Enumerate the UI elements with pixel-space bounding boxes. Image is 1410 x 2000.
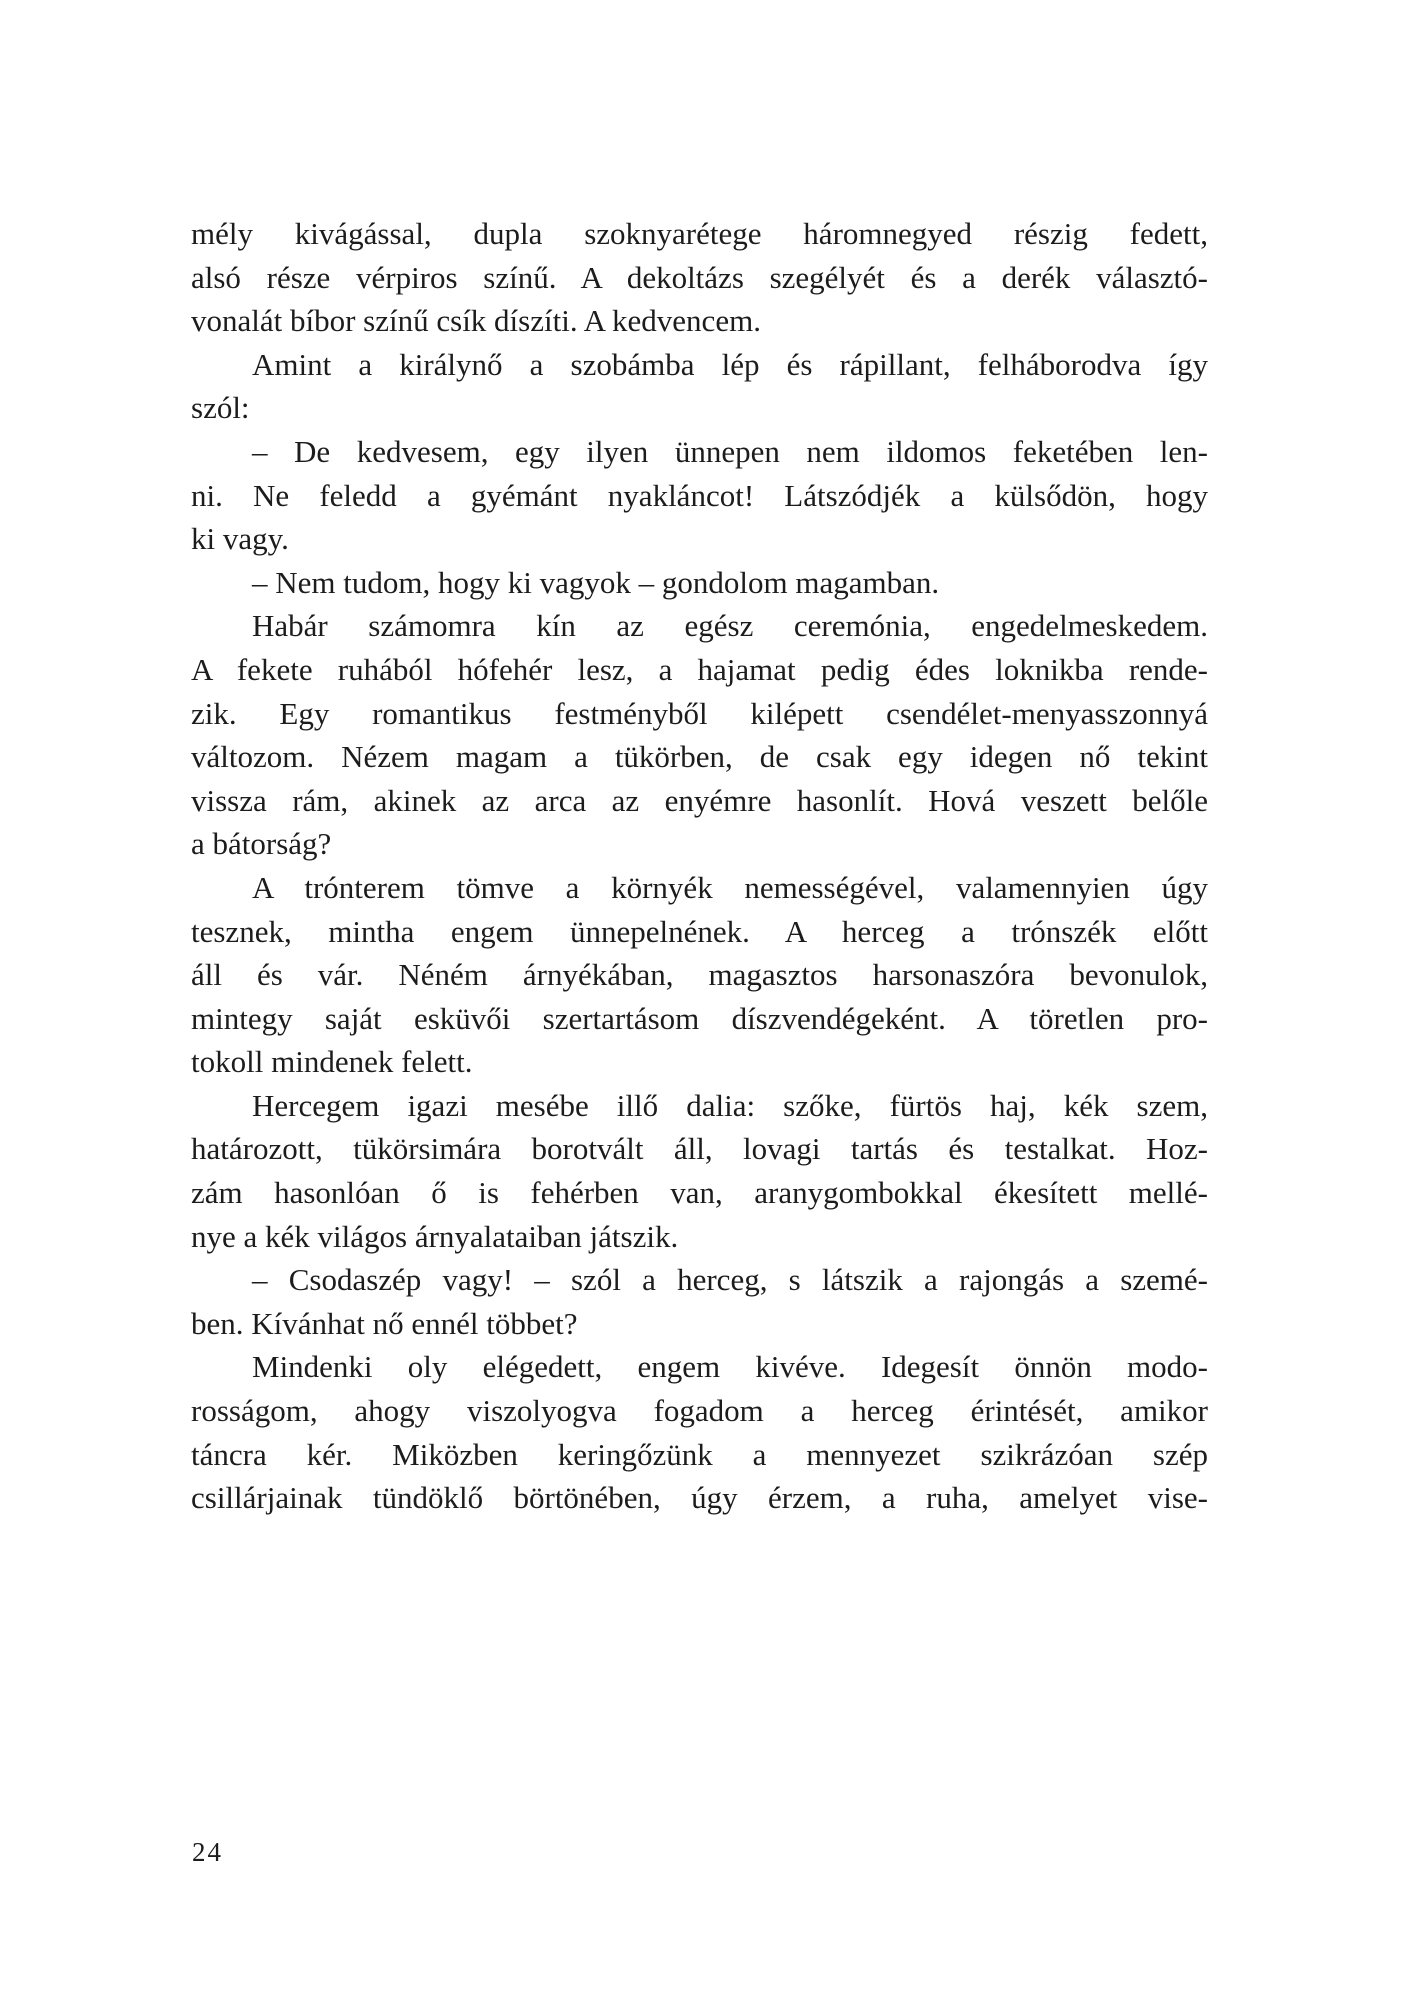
text-line: nye a kék világos árnyalataiban játszik. bbox=[191, 1218, 679, 1254]
text-line: A trónterem tömve a környék nemességével, valamennyien úgy bbox=[252, 869, 1208, 905]
text-line: változom. Nézem magam a tükörben, de csak egy idegen nő tekint bbox=[191, 739, 1208, 775]
text-line: táncra kér. Miközben keringőzünk a mennyezet szikrázóan szép bbox=[191, 1436, 1208, 1472]
text-line: ki vagy. bbox=[191, 521, 289, 557]
text-line: tokoll mindenek felett. bbox=[191, 1044, 473, 1080]
body-text bbox=[191, 212, 1208, 1520]
text-line: zik. Egy romantikus festményből kilépett csendélet-menyasszonnyá bbox=[191, 695, 1208, 731]
text-line: Habár számomra kín az egész ceremónia, engedelmeskedem. bbox=[252, 608, 1208, 644]
text-line: Hercegem igazi mesébe illő dalia: szőke, fürtös haj, kék szem, bbox=[252, 1087, 1208, 1123]
text-line: határozott, tükörsimára borotvált áll, lovagi tartás és testalkat. Hoz- bbox=[191, 1131, 1208, 1167]
text-line: vonalát bíbor színű csík díszíti. A kedvencem. bbox=[191, 303, 761, 339]
text-line: mély kivágással, dupla szoknyarétege háromnegyed részig fedett, bbox=[191, 216, 1208, 251]
text-line: tesznek, mintha engem ünnepelnének. A herceg a trónszék előtt bbox=[191, 913, 1208, 949]
text-line: ben. Kívánhat nő ennél többet? bbox=[191, 1305, 578, 1341]
page-number: 24 bbox=[192, 1837, 223, 1867]
text-line: alsó része vérpiros színű. A dekoltázs szegélyét és a derék választó- bbox=[191, 259, 1208, 295]
text-line: A fekete ruhából hófehér lesz, a hajamat pedig édes loknikba rende- bbox=[191, 651, 1208, 687]
text-line: Amint a királynő a szobámba lép és rápillant, felháborodva így bbox=[252, 346, 1208, 382]
text-line: csillárjainak tündöklő börtönében, úgy érzem, a ruha, amelyet vise- bbox=[191, 1480, 1208, 1516]
text-line: a bátorság? bbox=[191, 826, 332, 862]
text-line: szól: bbox=[191, 390, 250, 426]
text-line: vissza rám, akinek az arca az enyémre hasonlít. Hová veszett belőle bbox=[191, 782, 1208, 818]
text-line: mintegy saját esküvői szertartásom díszvendégeként. A töretlen pro- bbox=[191, 1000, 1208, 1036]
text-line: – De kedvesem, egy ilyen ünnepen nem ildomos feketében len- bbox=[252, 433, 1208, 469]
text-line: rosságom, ahogy viszolyogva fogadom a herceg érintését, amikor bbox=[191, 1393, 1208, 1429]
text-line: ni. Ne feledd a gyémánt nyakláncot! Látszódjék a külsődön, hogy bbox=[191, 477, 1208, 513]
text-line: áll és vár. Néném árnyékában, magasztos harsonaszóra bevonulok, bbox=[191, 957, 1208, 993]
text-line: – Nem tudom, hogy ki vagyok – gondolom magamban. bbox=[252, 564, 940, 600]
text-line: Mindenki oly elégedett, engem kivéve. Idegesít önnön modo- bbox=[252, 1349, 1208, 1385]
text-line: zám hasonlóan ő is fehérben van, aranygombokkal ékesített mellé- bbox=[191, 1175, 1208, 1211]
text-line: – Csodaszép vagy! – szól a herceg, s látszik a rajongás a szemé- bbox=[252, 1262, 1208, 1298]
